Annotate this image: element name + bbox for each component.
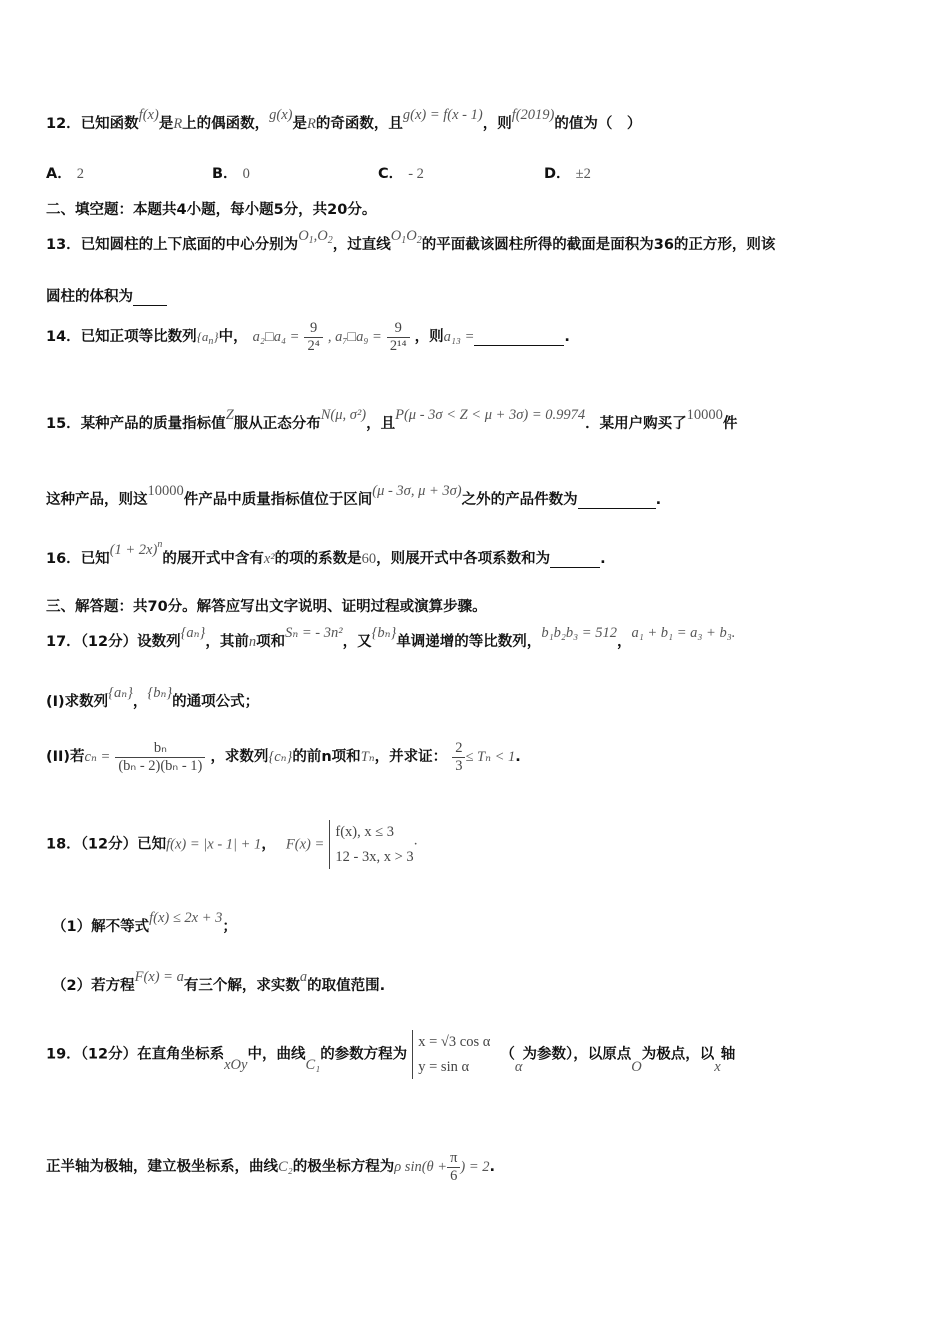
q15-number: 15．: [46, 416, 81, 432]
q12-option-a: A． 2: [46, 166, 85, 182]
q12-gx: g(x): [269, 107, 293, 123]
q18-number: 18．: [46, 836, 81, 853]
q13-number: 13．: [46, 237, 81, 253]
q19-stem: 19．（12分）在直角坐标系xOy中，曲线C₁的参数方程为 x = √3 cos α y = sin α （α为参数），以原点O为极点，以x轴: [46, 1030, 735, 1079]
q17-product: b₁b₂b₃ = 512: [541, 625, 617, 641]
q18-piecewise: f(x), x ≤ 3 12 - 3x, x > 3: [329, 820, 413, 869]
q19-parametric: x = √3 cos α y = sin α: [412, 1030, 490, 1079]
q14-fraction-2: $\frac{9}{\text{2¹⁴}}$: [387, 320, 410, 354]
q18-fx: f(x) = |x - 1| + 1: [166, 836, 262, 853]
q17-cn-fraction: $\frac{\text{bₙ}}{\text{(bₙ - 2)(bₙ - 1)}}$: [115, 740, 205, 774]
section-2-heading: 二、填空题：本题共4小题，每小题5分，共20分。: [46, 202, 377, 218]
q18-part-2: （2）若方程F(x) = a有三个解，求实数a的取值范围.: [52, 969, 386, 994]
q12-option-d: D． ±2: [544, 166, 591, 182]
q19-stem-cont: 正半轴为极轴，建立极坐标系，曲线C₂的极坐标方程为ρ sin(θ + $\frac{\pi}{6}$ ) = 2.: [46, 1150, 496, 1184]
q12-option-c: C． - 2: [378, 166, 424, 182]
q13-line: $O_1O_2$: [390, 228, 422, 246]
q17-part-1: (I)求数列{aₙ}，{bₙ}的通项公式；: [46, 685, 260, 710]
q12-stem: 12．已知函数f(x)是R上的偶函数，g(x)是R的奇函数，且g(x) = f(x - 1)，则f(2019)的值为（ ）: [46, 107, 642, 132]
q17-part-2: (II)若cₙ = $\frac{\text{bₙ}}{\text{(bₙ - 2)(bₙ - 1)}}$ ，求数列{cₙ}的前n项和Tₙ，并求证： $\frac{2}{3}$ ≤ Tₙ < 1.: [46, 740, 521, 774]
section-3-heading: 三、解答题：共70分。解答应写出文字说明、证明过程或演算步骤。: [46, 599, 487, 615]
q16-number: 16．: [46, 551, 81, 567]
q15-interval: (μ - 3σ, μ + 3σ): [372, 483, 462, 499]
q17-sum-relation: a₁ + b₁ = a₃ + b₃.: [631, 625, 736, 641]
q15-answer-blank[interactable]: [578, 492, 656, 509]
q15-stem-cont: 这种产品，则这10000件产品中质量指标值位于区间(μ - 3σ, μ + 3σ)之外的产品件数为 .: [46, 483, 662, 508]
q16-stem: 16．已知$(1 + 2x)^n$的展开式中含有x²的项的系数是60，则展开式中各项系数和为 .: [46, 539, 606, 567]
q12-f2019: f(2019): [511, 107, 555, 123]
q14-fraction-1: $\frac{9}{\text{2⁴}}$: [304, 320, 322, 354]
q15-distribution: N(μ, σ²): [320, 407, 367, 423]
q15-stem: 15．某种产品的质量指标值Z服从正态分布N(μ, σ²)，且P(μ - 3σ < Z < μ + 3σ) = 0.9974．某用户购买了10000件: [46, 407, 738, 432]
q16-binomial: $(1 + 2x)^n$: [109, 539, 163, 558]
q18-stem: 18．（12分）已知f(x) = |x - 1| + 1， F(x) = f(x), x ≤ 3 12 - 3x, x > 3 ·: [46, 820, 417, 869]
q14-number: 14．: [46, 329, 81, 346]
q12-option-b: B． 0: [212, 166, 250, 182]
q19-number: 19．: [46, 1046, 81, 1063]
q12-fx: f(x): [138, 107, 159, 123]
q13-stem: 13．已知圆柱的上下底面的中心分别为$O_1,O_2$，过直线$O_1O_2$的平面截该圆柱所得的截面是面积为36的正方形，则该: [46, 228, 776, 253]
q12-equation: g(x) = f(x - 1): [402, 107, 483, 123]
q14-stem: 14．已知正项等比数列$\{a_n\}$中， a₂□a₄ = $\frac{9}{\text{2⁴}}$ , a₇□a₉ = $\frac{9}{\text{2¹⁴}}$ ，则a₁₃ = .: [46, 320, 570, 354]
q19-pi-over-6: $\frac{\pi}{6}$: [447, 1150, 460, 1184]
q18-part-1: （1）解不等式f(x) ≤ 2x + 3；: [52, 910, 237, 935]
q13-answer-blank[interactable]: [133, 289, 167, 306]
q17-stem: 17．（12分）设数列{aₙ}，其前n项和Sₙ = - 3n²，又{bₙ}单调递增的等比数列，b₁b₂b₃ = 512，a₁ + b₁ = a₃ + b₃.: [46, 625, 736, 650]
q17-number: 17．: [46, 634, 81, 650]
q16-answer-blank[interactable]: [550, 551, 600, 568]
q15-probability: P(μ - 3σ < Z < μ + 3σ) = 0.9974: [395, 407, 586, 423]
q13-stem-cont: 圆柱的体积为: [46, 285, 167, 306]
q14-answer-blank[interactable]: [474, 329, 564, 346]
q13-o1o2: $O_1,O_2$: [298, 228, 333, 246]
q17-sum-formula: Sₙ = - 3n²: [285, 625, 343, 641]
q17-inequality-fraction: $\frac{2}{3}$: [452, 740, 465, 774]
q12-number: 12．: [46, 116, 81, 132]
